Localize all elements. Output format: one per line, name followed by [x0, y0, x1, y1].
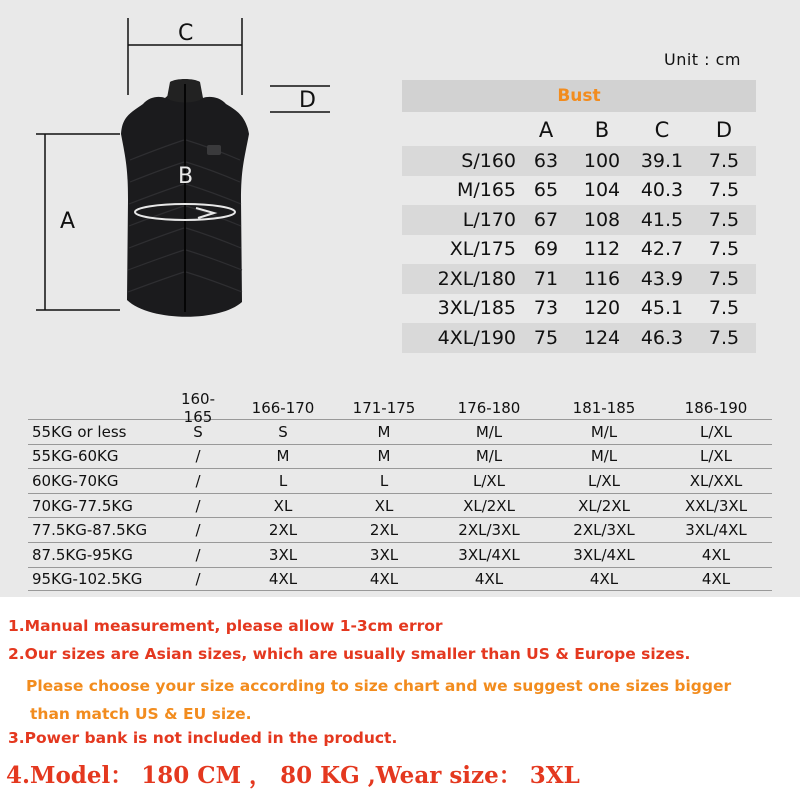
rec-row	[28, 542, 772, 567]
rec-cell: 4XL	[369, 569, 399, 588]
rec-cell: XXL/3XL	[684, 496, 748, 515]
size-cell: 4XL/190	[437, 326, 516, 349]
rec-cell: M/L	[590, 447, 618, 466]
size-cell: 42.7	[640, 238, 684, 261]
rec-cell: M/L	[590, 422, 618, 441]
size-col-header: B	[594, 118, 610, 142]
size-cell: 46.3	[640, 326, 684, 349]
rec-cell: 4XL	[589, 569, 619, 588]
rec-cell: 4XL	[701, 545, 731, 564]
rec-cell: 4XL	[474, 569, 504, 588]
rec-cell: 4XL	[701, 569, 731, 588]
size-cell: 69	[533, 238, 559, 261]
weight-label: 55KG-60KG	[32, 447, 119, 466]
rec-cell: XL/XXL	[689, 471, 743, 490]
size-cell: 7.5	[708, 326, 740, 349]
rec-cell: L/XL	[699, 447, 733, 466]
height-header: 171-175	[352, 399, 416, 417]
height-header: 186-190	[684, 399, 748, 417]
vest-shape	[121, 79, 249, 317]
rec-cell: 3XL/4XL	[458, 545, 520, 564]
size-cell: M/165	[456, 179, 516, 202]
size-row	[402, 294, 756, 324]
size-col-header: A	[538, 118, 554, 142]
size-cell: 7.5	[708, 149, 740, 172]
size-cell: 7.5	[708, 297, 740, 320]
size-recommendation-table	[28, 390, 772, 591]
weight-label: 55KG or less	[32, 422, 127, 441]
size-row	[402, 205, 756, 235]
rec-row	[28, 493, 772, 518]
rec-row	[28, 517, 772, 542]
rec-cell: 3XL/4XL	[685, 521, 747, 540]
bust-header	[402, 80, 756, 112]
rec-cell: 4XL	[268, 569, 298, 588]
rec-cell: M	[377, 422, 391, 441]
weight-label: 70KG-77.5KG	[32, 496, 133, 515]
height-header: 166-170	[251, 399, 315, 417]
size-cell: 65	[533, 179, 559, 202]
size-table	[402, 114, 756, 353]
rec-header-row	[28, 390, 772, 426]
size-cell: 67	[533, 208, 559, 231]
note-choose-size: Please choose your size according to size chart and we suggest one sizes bigger	[26, 677, 732, 695]
rec-cell: /	[195, 545, 201, 564]
rec-row	[28, 468, 772, 493]
unit-label: Unit : cm	[664, 50, 742, 69]
notes-panel	[0, 597, 800, 800]
bust-header-text: Bust	[557, 86, 601, 106]
size-cell: 43.9	[640, 267, 684, 290]
rec-cell: /	[195, 496, 201, 515]
size-cell: 116	[583, 267, 621, 290]
size-row	[402, 264, 756, 294]
size-col-header: C	[654, 118, 670, 142]
size-cell: 71	[533, 267, 559, 290]
rec-cell: S	[193, 422, 203, 441]
note-power-bank: 3.Power bank is not included in the product.	[8, 729, 398, 747]
size-cell: 112	[583, 238, 621, 261]
dim-b-label: B	[178, 164, 194, 189]
rec-cell: 3XL/4XL	[573, 545, 635, 564]
rec-cell: 3XL	[369, 545, 399, 564]
rec-cell: 2XL	[369, 521, 399, 540]
size-cell: 7.5	[708, 179, 740, 202]
rec-cell: L	[278, 471, 288, 490]
size-cell: S/160	[461, 149, 516, 172]
rec-cell: M	[377, 447, 391, 466]
rec-cell: L/XL	[472, 471, 506, 490]
size-cell: 104	[583, 179, 621, 202]
size-cell: 2XL/180	[437, 267, 516, 290]
rec-cell: /	[195, 471, 201, 490]
size-row	[402, 176, 756, 206]
rec-cell: /	[195, 569, 201, 588]
note-measurement: 1.Manual measurement, please allow 1-3cm error	[8, 617, 443, 635]
note-asian-sizes: 2.Our sizes are Asian sizes, which are usually smaller than US & Europe sizes.	[8, 645, 691, 663]
weight-label: 87.5KG-95KG	[32, 545, 133, 564]
rec-cell: 2XL	[268, 521, 298, 540]
rec-cell: /	[195, 521, 201, 540]
size-cell: 108	[583, 208, 621, 231]
rec-cell: /	[195, 447, 201, 466]
size-cell: L/170	[462, 208, 516, 231]
rec-cell: 3XL	[268, 545, 298, 564]
vest-illustration	[0, 0, 400, 390]
size-cell: 100	[583, 149, 621, 172]
note-us-eu: than match US & EU size.	[30, 705, 252, 723]
rec-cell: XL/2XL	[578, 496, 630, 515]
note-model: 4.Model： 180 CM ， 80 KG ,Wear size： 3XL	[6, 762, 580, 789]
size-cell: 39.1	[640, 149, 684, 172]
rec-cell: 2XL/3XL	[573, 521, 635, 540]
size-row	[402, 146, 756, 176]
rec-cell: M	[276, 447, 290, 466]
rec-cell: XL	[273, 496, 293, 515]
rec-cell: M/L	[475, 422, 503, 441]
size-cell: 7.5	[708, 208, 740, 231]
height-header: 181-185	[572, 399, 636, 417]
weight-label: 77.5KG-87.5KG	[32, 521, 148, 540]
rec-cell: S	[278, 422, 288, 441]
size-cell: 73	[533, 297, 559, 320]
size-cell: XL/175	[449, 238, 516, 261]
size-cell: 41.5	[640, 208, 684, 231]
size-cell: 40.3	[640, 179, 684, 202]
rec-cell: L	[379, 471, 389, 490]
rec-cell: L/XL	[587, 471, 621, 490]
height-header: 160-165	[180, 390, 216, 426]
dim-a-label: A	[60, 209, 76, 234]
size-cell: 63	[533, 149, 559, 172]
weight-label: 95KG-102.5KG	[32, 569, 143, 588]
size-cell: 124	[583, 326, 621, 349]
rec-cell: M/L	[475, 447, 503, 466]
size-cell: 120	[583, 297, 621, 320]
rec-cell: XL/2XL	[463, 496, 515, 515]
size-cell: 7.5	[708, 267, 740, 290]
rec-row	[28, 419, 772, 444]
size-table-header	[402, 114, 756, 146]
rec-row	[28, 567, 772, 592]
rec-cell: 2XL/3XL	[458, 521, 520, 540]
size-row	[402, 235, 756, 265]
rec-row	[28, 444, 772, 469]
dim-c-label: C	[178, 21, 194, 46]
size-cell: 3XL/185	[437, 297, 516, 320]
rec-cell: XL	[374, 496, 394, 515]
height-header: 176-180	[457, 399, 521, 417]
size-cell: 45.1	[640, 297, 684, 320]
size-cell: 7.5	[708, 238, 740, 261]
size-cell: 75	[533, 326, 559, 349]
size-row	[402, 323, 756, 353]
size-col-header: D	[715, 118, 733, 142]
rec-cell: L/XL	[699, 422, 733, 441]
weight-label: 60KG-70KG	[32, 471, 119, 490]
dim-d-label: D	[299, 88, 316, 113]
